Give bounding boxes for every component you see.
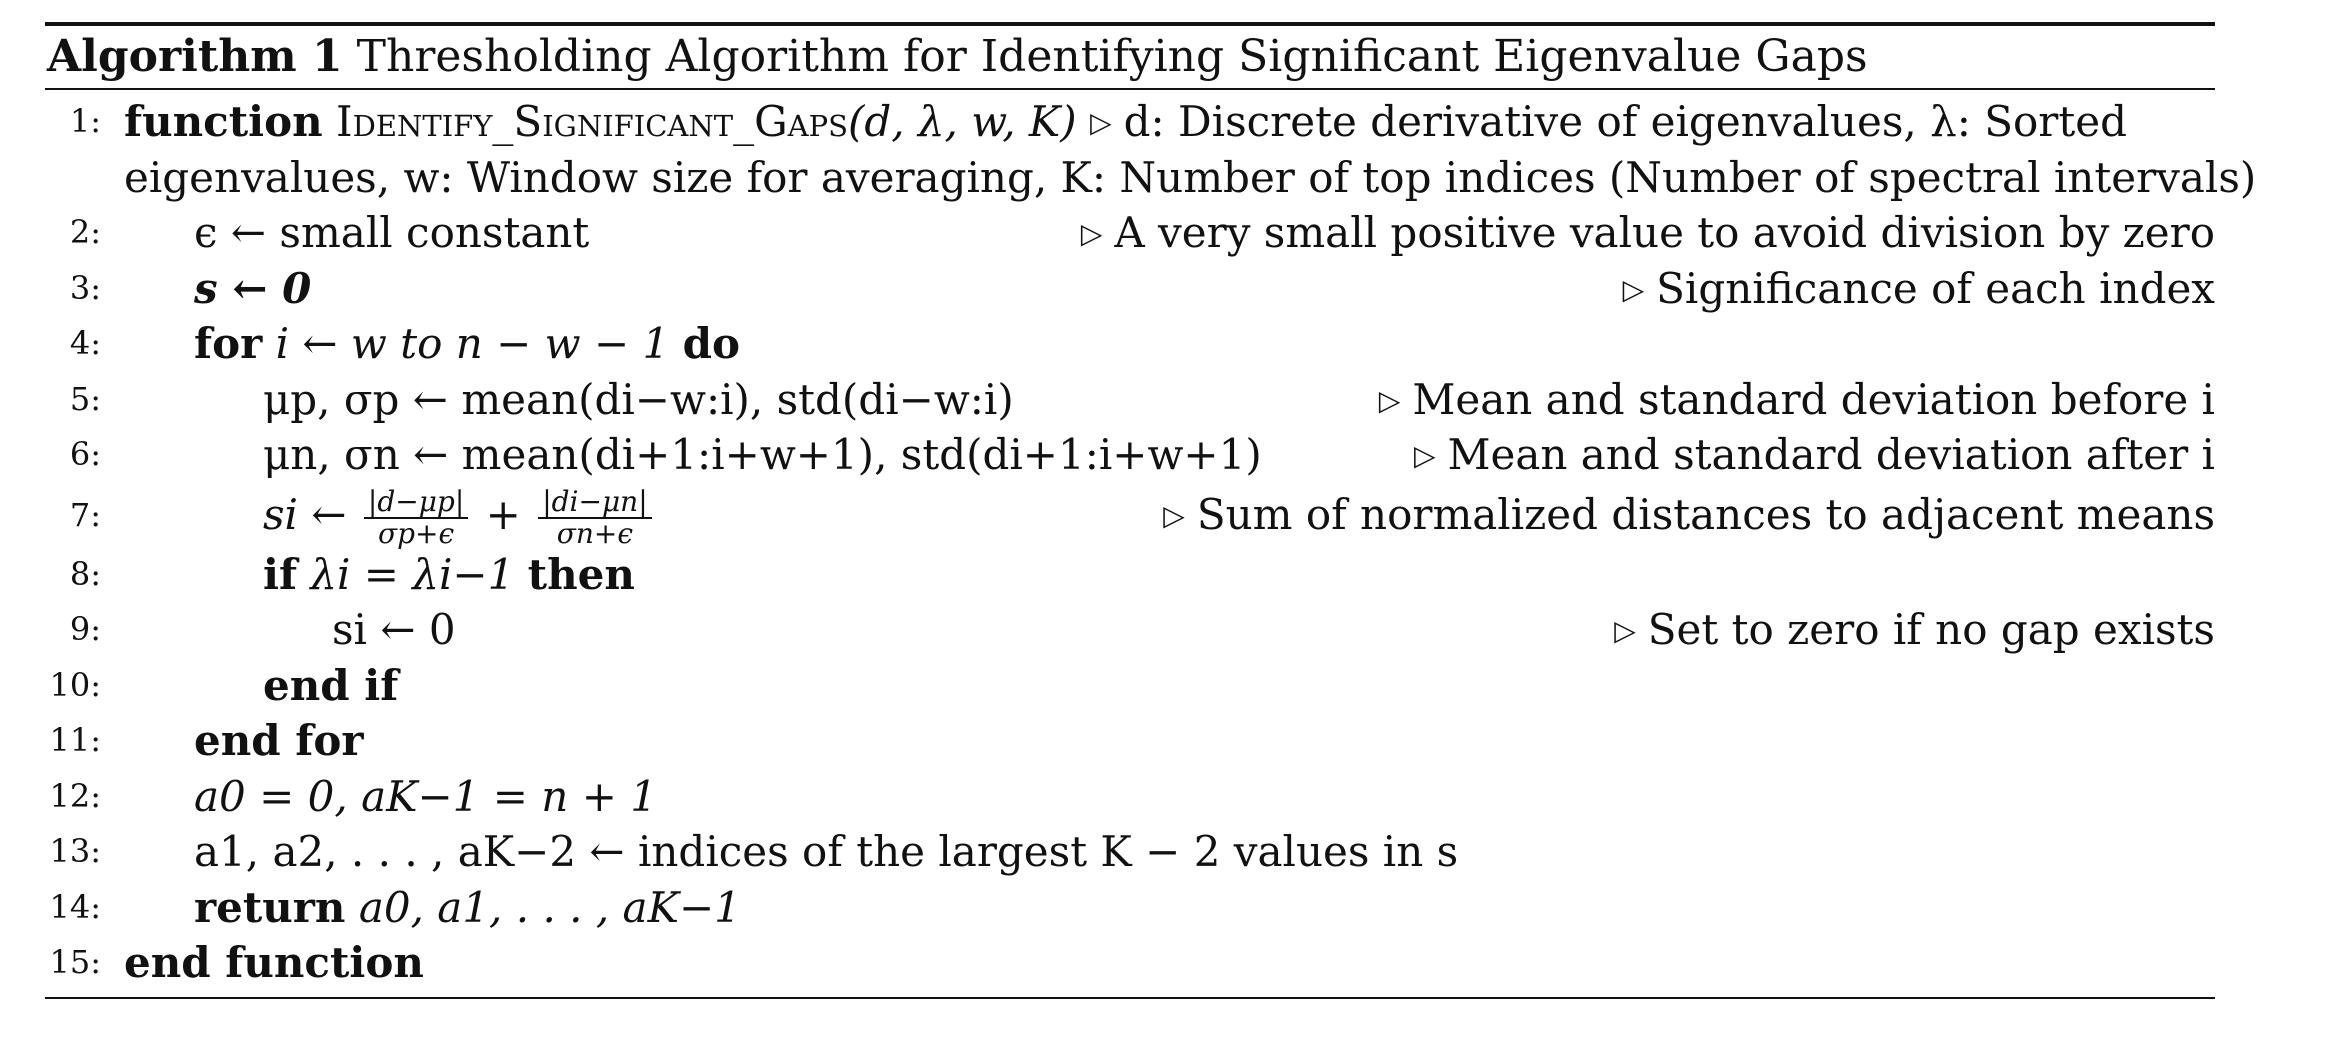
fraction-2 [538,484,651,550]
algo-line-13 [45,824,2215,880]
line-number: 3: [69,268,101,307]
line-code: μp, σp ← mean(di−w:i), std(di−w:i) [263,374,1014,424]
algo-line-14 [45,880,2215,936]
comment-triangle-icon: ▷ [1413,439,1436,472]
algo-line-10 [45,658,2215,714]
line-number: 10: [49,665,101,704]
line-code: a0 = 0, aK−1 = n + 1 [194,771,657,821]
algorithm-body [45,90,2257,991]
line-number: 6: [69,435,101,473]
function-args: (d, λ, w, K) [847,97,1077,146]
line-code: si ← 0 [332,605,456,654]
line-comment [1379,372,2215,433]
algorithm-caption [45,26,2215,88]
line-number: 1: [69,102,101,140]
line-number: 12: [49,776,101,815]
bottom-rule [45,997,2215,999]
line-number: 4: [69,324,101,362]
comment-text: Set to zero if no gap exists [1647,605,2215,654]
algorithm-label: Algorithm 1 [47,31,343,82]
line-code: s ← 0 [194,263,312,313]
comment-triangle-icon: ▷ [1378,383,1401,417]
keyword-then: then [527,549,635,599]
line-comment [1090,97,2127,146]
keyword-for: for [194,319,263,368]
comment-triangle-icon: ▷ [1080,217,1103,250]
line-number: 11: [49,721,101,759]
keyword-end-if: end if [263,660,399,710]
algo-line-12 [45,769,2215,825]
plus-sign: + [485,489,521,539]
keyword-if: if [263,549,298,599]
fraction-denominator: σn+ϵ [556,516,634,550]
line-code: ϵ ← small constant [194,208,590,257]
comment-text: A very small positive value to avoid division by zero [1114,208,2215,257]
loop-range: i ← w to n − w − 1 [275,319,670,368]
fraction-1 [364,484,468,550]
algo-line-3 [45,261,2215,317]
line-number: 7: [69,495,101,534]
keyword-end-function: end function [124,938,424,987]
fraction-numerator: |d−μp| [364,487,468,519]
comment-triangle-icon: ▷ [1622,272,1645,306]
algo-line-7 [45,483,2215,550]
comment-triangle-icon: ▷ [1090,106,1112,139]
condition: λi = λi−1 [310,549,515,599]
algo-line-8 [45,547,2215,603]
comment-text: Mean and standard deviation before i [1412,374,2215,424]
line-number: 15: [49,943,101,981]
line-code [263,547,2215,603]
algo-line-1 [45,94,2257,205]
algo-line-2 [45,205,2215,261]
algo-line-6 [45,427,2215,483]
line-number: 14: [49,887,101,926]
line-comment [1614,602,2215,663]
algo-line-9 [45,602,2215,658]
line-code [124,94,2215,155]
line-number: 9: [69,610,101,648]
algo-line-5 [45,372,2215,428]
algorithm-block [45,22,2257,999]
line-code: μn, σn ← mean(di+1:i+w+1), std(di+1:i+w+1) [263,430,1262,479]
line-code [194,316,2215,372]
line-number: 2: [69,213,101,251]
line-comment [1623,261,2215,322]
comment-triangle-icon: ▷ [1163,498,1185,532]
fraction-numerator: |di−μn| [538,487,651,519]
fraction-denominator: σp+ϵ [377,516,455,550]
keyword-function: function [124,97,323,146]
line-comment [1414,427,2215,488]
return-values: a0, a1, . . . , aK−1 [358,882,741,932]
line-code: a1, a2, . . . , aK−2 ← indices of the largest K − 2 values in s [194,827,1459,876]
algorithm-title: Thresholding Algorithm for Identifying Significant Eigenvalue Gaps [356,31,1868,82]
line-number: 5: [69,379,101,418]
keyword-return: return [194,882,346,932]
function-name: Identify_Significant_Gaps [335,97,848,146]
line-code [194,880,2215,936]
algo-line-11 [45,713,2215,769]
comment-text: d: Discrete derivative of eigenvalues, λ: Sorted [1123,97,2127,146]
comment-triangle-icon: ▷ [1614,614,1636,647]
algo-line-15 [45,935,2215,991]
comment-text: Mean and standard deviation after i [1447,430,2215,479]
assign-lhs: si ← [263,489,347,539]
line-number: 13: [49,832,101,870]
line-continuation: eigenvalues, w: Window size for averaging, K: Number of top indices (Number of spectral intervals) [124,152,2257,202]
comment-text: Sum of normalized distances to adjacent means [1196,489,2215,539]
line-comment [1163,483,2215,552]
line-comment [1081,205,2215,266]
comment-text: Significance of each index [1656,263,2215,313]
keyword-end-for: end for [194,716,364,765]
algo-line-4 [45,316,2215,372]
keyword-do: do [682,319,740,368]
line-number: 8: [69,554,101,593]
